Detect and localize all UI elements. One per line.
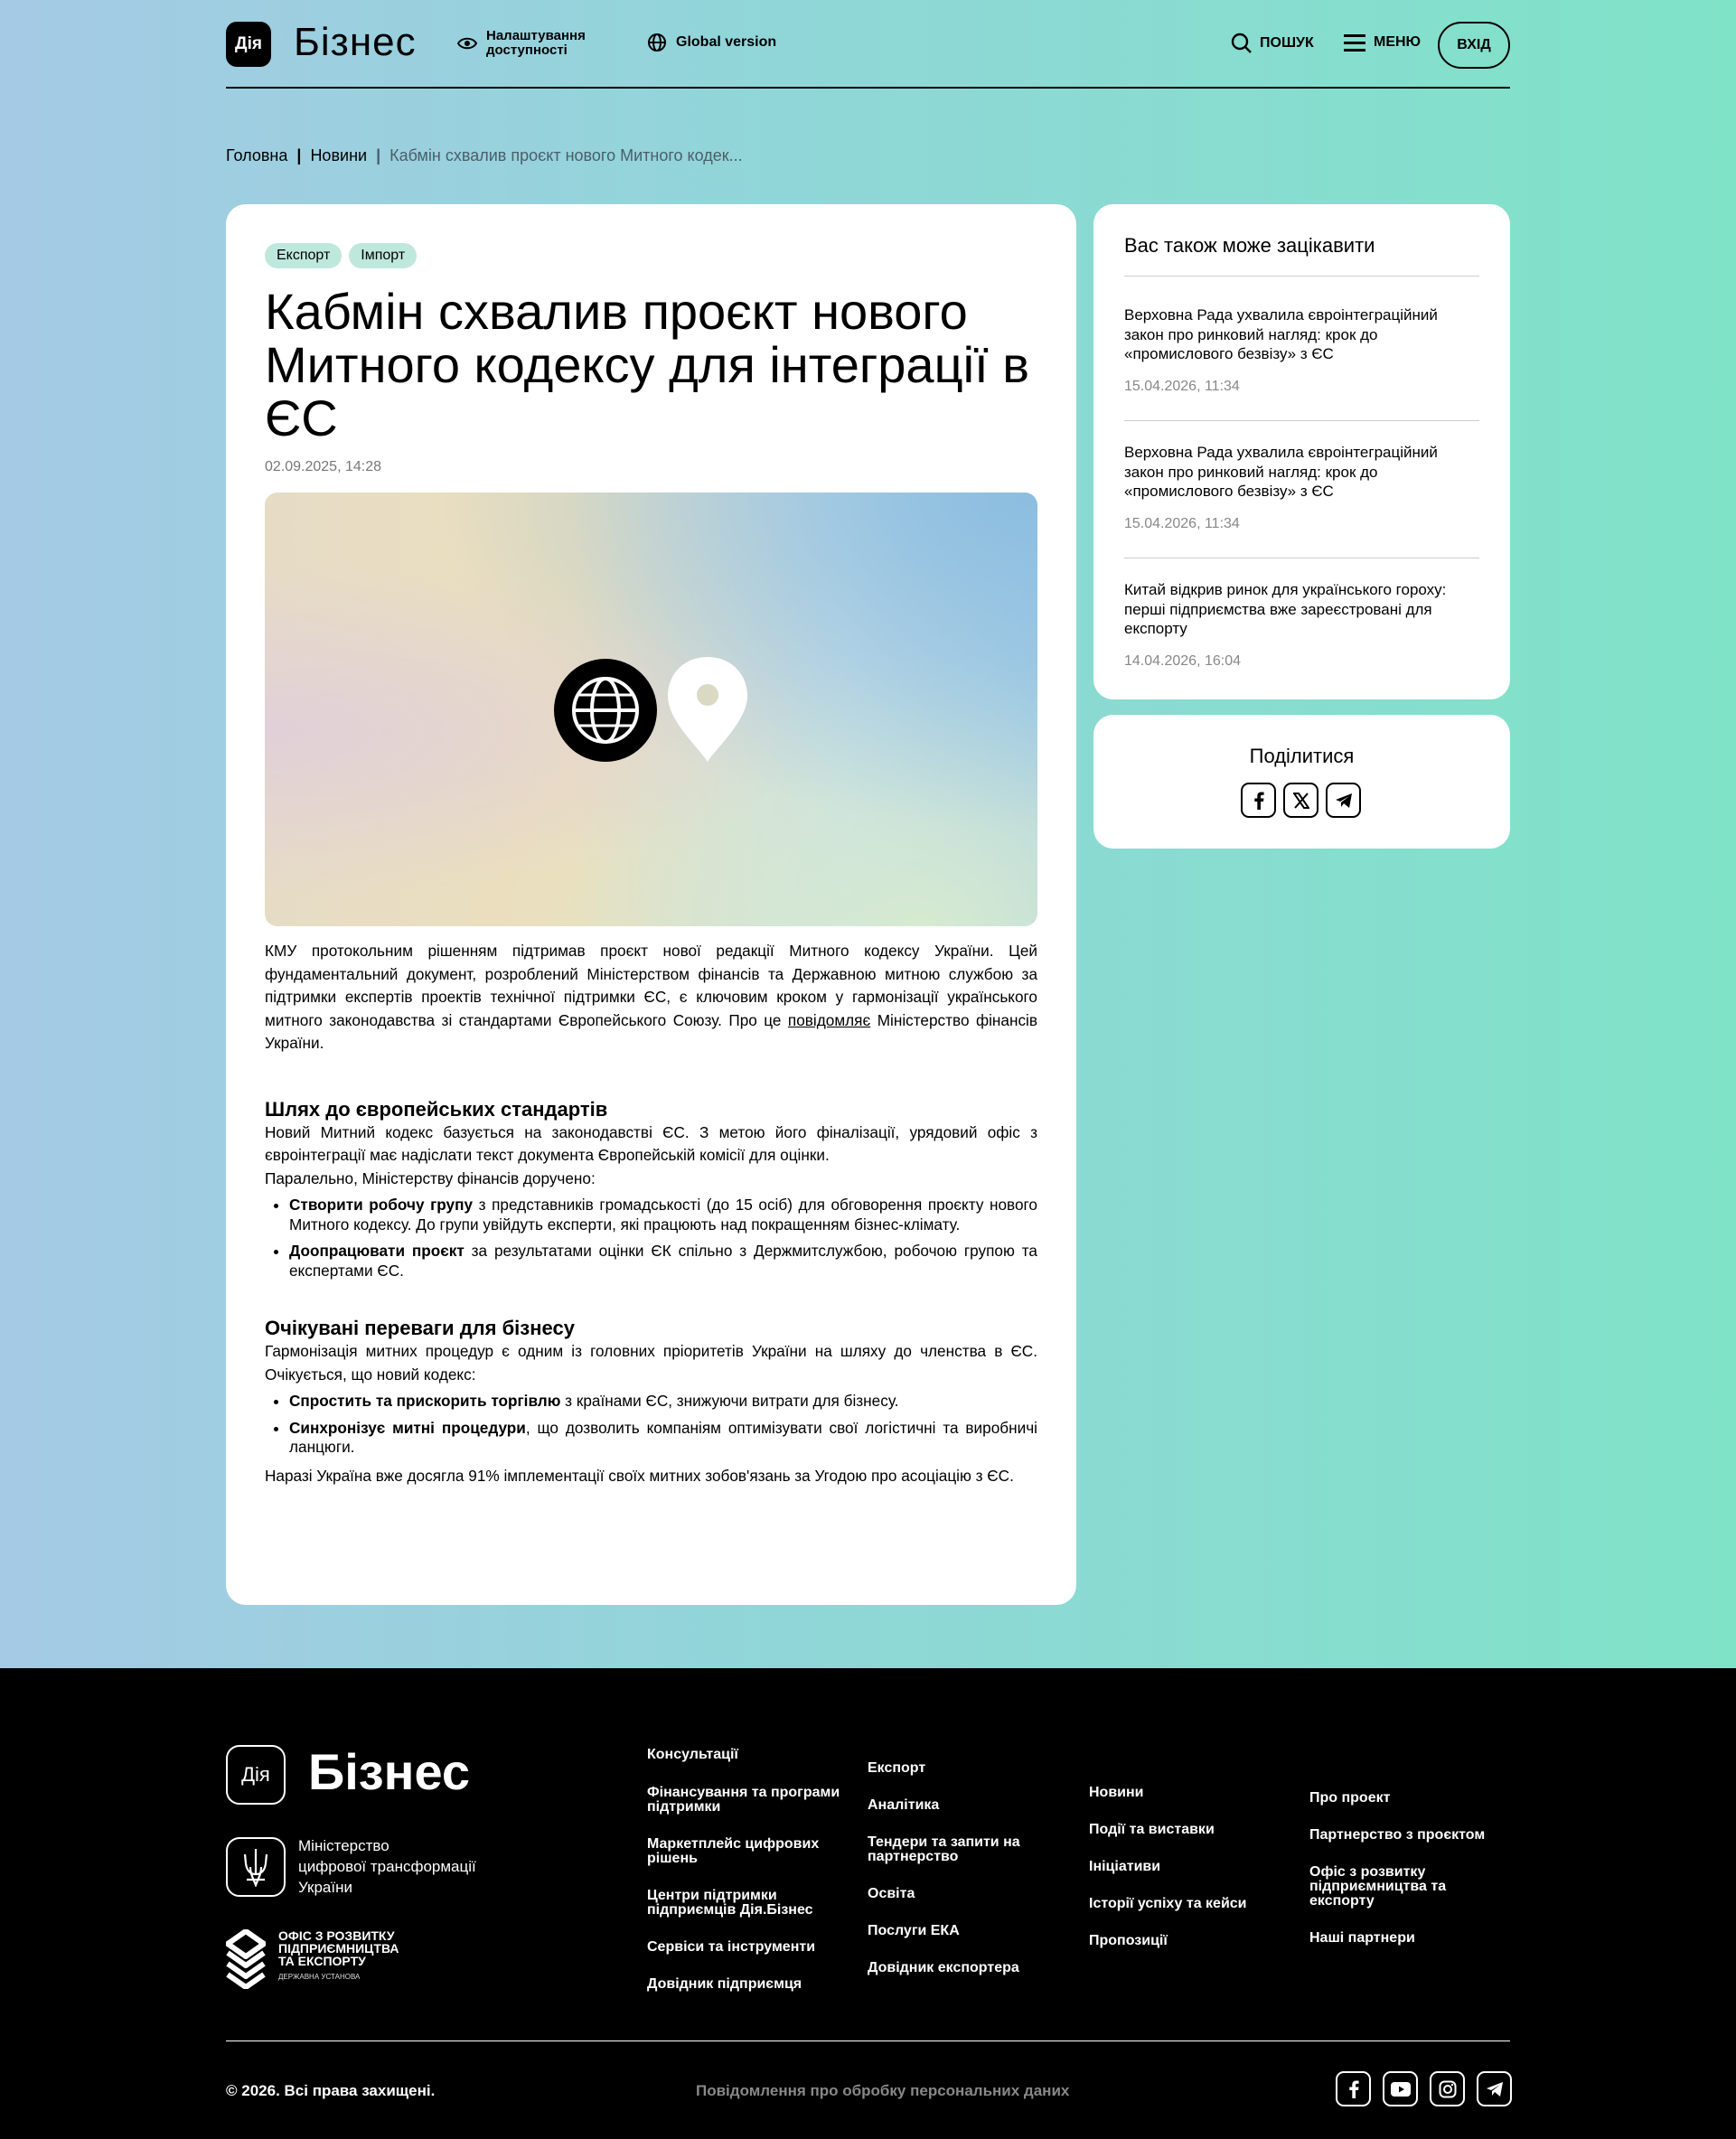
paragraph: Новий Митний кодекс базується на законодавстві ЄС. З метою його фіналізації, урядовий офіс з євроінтеграції має надіслати текст документа Європейській комісії для оцінки.	[265, 1122, 1037, 1164]
search-button[interactable]	[1231, 33, 1314, 54]
accessibility-label-line1: Налаштування	[486, 28, 586, 43]
office-line: ОФІС З РОЗВИТКУ	[278, 1928, 395, 1943]
site-footer	[0, 1668, 1736, 2139]
tag-export[interactable]: Експорт	[265, 243, 342, 268]
list-item: • Створити робочу групу з представників громадськості (до 15 осіб) для обговорення проєкту нового Митного кодексу. До групи увійдуть експерти, які працюють над покращенням бізнес-клімату.	[289, 1196, 1037, 1234]
footer-link[interactable]: Пропозиції	[1089, 1933, 1168, 1948]
footer-link[interactable]: Довідник експортера	[868, 1960, 1019, 1975]
ministry-line: Міністерство	[298, 1837, 389, 1854]
office-line: ТА ЕКСПОРТУ	[278, 1954, 366, 1968]
globe-icon	[554, 659, 657, 762]
youtube-link[interactable]	[1383, 2071, 1418, 2106]
share-title: Поділитися	[1249, 745, 1355, 767]
telegram-link[interactable]	[1477, 2071, 1512, 2106]
ministry-line: України	[298, 1879, 352, 1896]
list-item: • Доопрацювати проєкт за результатами оцінки ЄК спільно з Держмитслужбою, робочою групою та експертами ЄС.	[289, 1242, 1037, 1281]
list-item: • Синхронізує митні процедури, що дозволить компаніям оптимізувати свої логістичні та виробничі ланцюги.	[289, 1419, 1037, 1458]
footer-link[interactable]: Маркетплейс цифрових рішень	[647, 1836, 820, 1866]
diia-logo[interactable]: Дія	[226, 22, 271, 67]
paragraph: Паралельно, Міністерству фінансів доручено:	[265, 1168, 596, 1187]
ministry-logo-block[interactable]	[226, 1835, 476, 1898]
section-heading: Шлях до європейських стандартів	[265, 1097, 608, 1121]
footer-link[interactable]: Консультації	[647, 1747, 738, 1762]
footer-link[interactable]: Сервіси та інструменти	[647, 1939, 816, 1955]
instagram-icon	[1439, 2080, 1457, 2098]
article-card	[226, 204, 1076, 1605]
footer-link[interactable]: Тендери та запити на партнерство	[868, 1834, 1020, 1864]
login-button[interactable]: ВХІД	[1438, 22, 1510, 69]
youtube-icon	[1391, 2082, 1411, 2097]
site-header	[226, 18, 1510, 89]
breadcrumb-home[interactable]: Головна	[226, 146, 288, 164]
article-hero-image	[265, 493, 1037, 926]
related-item-date: 15.04.2026, 11:34	[1124, 378, 1240, 394]
copyright: © 2026. Всі права захищені.	[226, 2082, 436, 2099]
related-item[interactable]	[1124, 580, 1479, 670]
share-card	[1093, 715, 1510, 849]
tag-import[interactable]: Імпорт	[349, 243, 417, 268]
search-icon	[1231, 33, 1253, 54]
footer-link[interactable]: Події та виставки	[1089, 1822, 1215, 1837]
facebook-icon	[1253, 792, 1265, 810]
search-label: ПОШУК	[1260, 35, 1314, 51]
footer-link[interactable]: Послуги ЕКА	[868, 1923, 960, 1938]
ministry-line: цифрової трансформації	[298, 1858, 476, 1875]
footer-link[interactable]: Партнерство з проєктом	[1309, 1827, 1486, 1843]
article-date: 02.09.2025, 14:28	[265, 459, 382, 474]
footer-link[interactable]: Фінансування та програми підтримки	[647, 1785, 840, 1815]
footer-column-services	[647, 1748, 855, 1992]
footer-link[interactable]: Освіта	[868, 1886, 915, 1901]
facebook-share-button[interactable]	[1241, 783, 1276, 818]
globe-icon	[647, 33, 667, 52]
source-link[interactable]: повідомляє	[787, 1010, 871, 1029]
footer-link[interactable]: Офіс з розвитку підприємництва та експорту	[1309, 1864, 1447, 1909]
x-share-button[interactable]	[1283, 783, 1318, 818]
facebook-icon	[1347, 2080, 1360, 2098]
telegram-icon	[1486, 2081, 1504, 2097]
related-title: Вас також може зацікавити	[1124, 234, 1479, 277]
related-item-title[interactable]: Верховна Рада ухвалила євроінтеграційний закон про ринковий нагляд: крок до «промислового безвізу» з ЄС	[1124, 306, 1438, 362]
office-logo-block[interactable]	[226, 1929, 399, 1989]
eye-icon	[457, 36, 477, 51]
related-item-title[interactable]: Верховна Рада ухвалила євроінтеграційний закон про ринковий нагляд: крок до «промислового безвізу» з ЄС	[1124, 444, 1438, 500]
footer-social-links	[1336, 2071, 1512, 2106]
footer-link[interactable]: Довідник підприємця	[647, 1976, 802, 1992]
breadcrumb	[226, 146, 743, 165]
footer-brand-name[interactable]: Бізнес	[308, 1743, 471, 1800]
location-pin-icon	[666, 655, 749, 764]
bullet-list	[289, 1392, 1037, 1458]
footer-column-news	[1089, 1786, 1247, 1948]
instagram-link[interactable]	[1430, 2071, 1465, 2106]
telegram-share-button[interactable]	[1326, 783, 1361, 818]
footer-link[interactable]: Наші партнери	[1309, 1930, 1415, 1946]
breadcrumb-separator: |	[376, 146, 381, 164]
footer-link[interactable]: Історії успіху та кейси	[1089, 1896, 1247, 1911]
list-item: • Спростить та прискорить торгівлю з країнами ЄС, знижуючи витрати для бізнесу.	[289, 1392, 1037, 1412]
related-item-date: 14.04.2026, 16:04	[1124, 652, 1242, 669]
menu-label: МЕНЮ	[1374, 34, 1422, 50]
related-item-date: 15.04.2026, 11:34	[1124, 515, 1240, 531]
article-tags	[265, 243, 417, 268]
footer-divider	[226, 2040, 1510, 2041]
footer-link[interactable]: Аналітика	[868, 1797, 940, 1813]
bullet-list	[289, 1196, 1037, 1281]
x-icon	[1293, 793, 1309, 809]
paragraph: Наразі Україна вже досягла 91% імплементації своїх митних зобов'язань за Угодою про асоціацію з ЄС.	[265, 1466, 1014, 1485]
privacy-link[interactable]: Повідомлення про обробку персональних даних	[696, 2082, 1070, 2099]
footer-link[interactable]: Центри підтримки підприємців Дія.Бізнес	[647, 1888, 813, 1918]
paragraph: Гармонізація митних процедур є одним із головних пріоритетів України на шляху до членства в ЄС. Очікується, що новий кодекс:	[265, 1342, 1037, 1384]
global-version-label: Global version	[676, 34, 777, 50]
related-articles-card	[1093, 204, 1510, 699]
office-subtitle: ДЕРЖАВНА УСТАНОВА	[278, 1973, 361, 1981]
breadcrumb-current: Кабмін схвалив проєкт нового Митного кодек...	[389, 146, 743, 164]
footer-link[interactable]: Новини	[1089, 1785, 1144, 1800]
footer-link[interactable]: Експорт	[868, 1760, 926, 1776]
footer-link[interactable]: Ініціативи	[1089, 1859, 1161, 1874]
brand-name[interactable]: Бізнес	[294, 20, 417, 64]
breadcrumb-separator: |	[296, 146, 302, 164]
hamburger-icon	[1343, 33, 1366, 52]
telegram-icon	[1335, 793, 1353, 809]
accessibility-settings[interactable]	[457, 29, 586, 58]
article-title: Кабмін схвалив проєкт нового Митного кодексу для інтеграції в ЄС	[265, 283, 1029, 446]
global-version-link[interactable]	[647, 33, 776, 52]
article-body	[265, 940, 1037, 1487]
share-buttons	[1241, 783, 1361, 818]
footer-column-about	[1309, 1791, 1508, 1946]
footer-link[interactable]: Про проект	[1309, 1790, 1391, 1806]
article-intro: КМУ протокольним рішенням підтримав проєкт нової редакції Митного кодексу України. Цей фундаментальний документ, розроблений Міністерством фінансів та Державною митною службою за підтримки експертів проектів технічної підтримки ЄС, є ключовим кроком у гармонізації українського митного законодавства зі стандартами Європейського Союзу. Про це повідомляє Міністерство фінансів України.	[265, 942, 1037, 1052]
related-item-title[interactable]: Китай відкрив ринок для українського гороху: перші підприємства вже зареєстровані для експорту	[1124, 581, 1447, 637]
related-item[interactable]	[1124, 443, 1479, 558]
related-item[interactable]	[1124, 305, 1479, 421]
footer-column-export	[868, 1761, 1048, 1975]
menu-button[interactable]	[1343, 33, 1421, 52]
office-logo-icon	[226, 1929, 266, 1989]
trident-icon	[226, 1837, 286, 1897]
section-heading: Очікувані переваги для бізнесу	[265, 1317, 575, 1339]
breadcrumb-news[interactable]: Новини	[310, 146, 368, 164]
footer-diia-logo[interactable]: Дія	[226, 1745, 286, 1805]
facebook-link[interactable]	[1336, 2071, 1371, 2106]
accessibility-label-line2: доступності	[486, 42, 568, 58]
office-line: ПІДПРИЄМНИЦТВА	[278, 1941, 399, 1956]
